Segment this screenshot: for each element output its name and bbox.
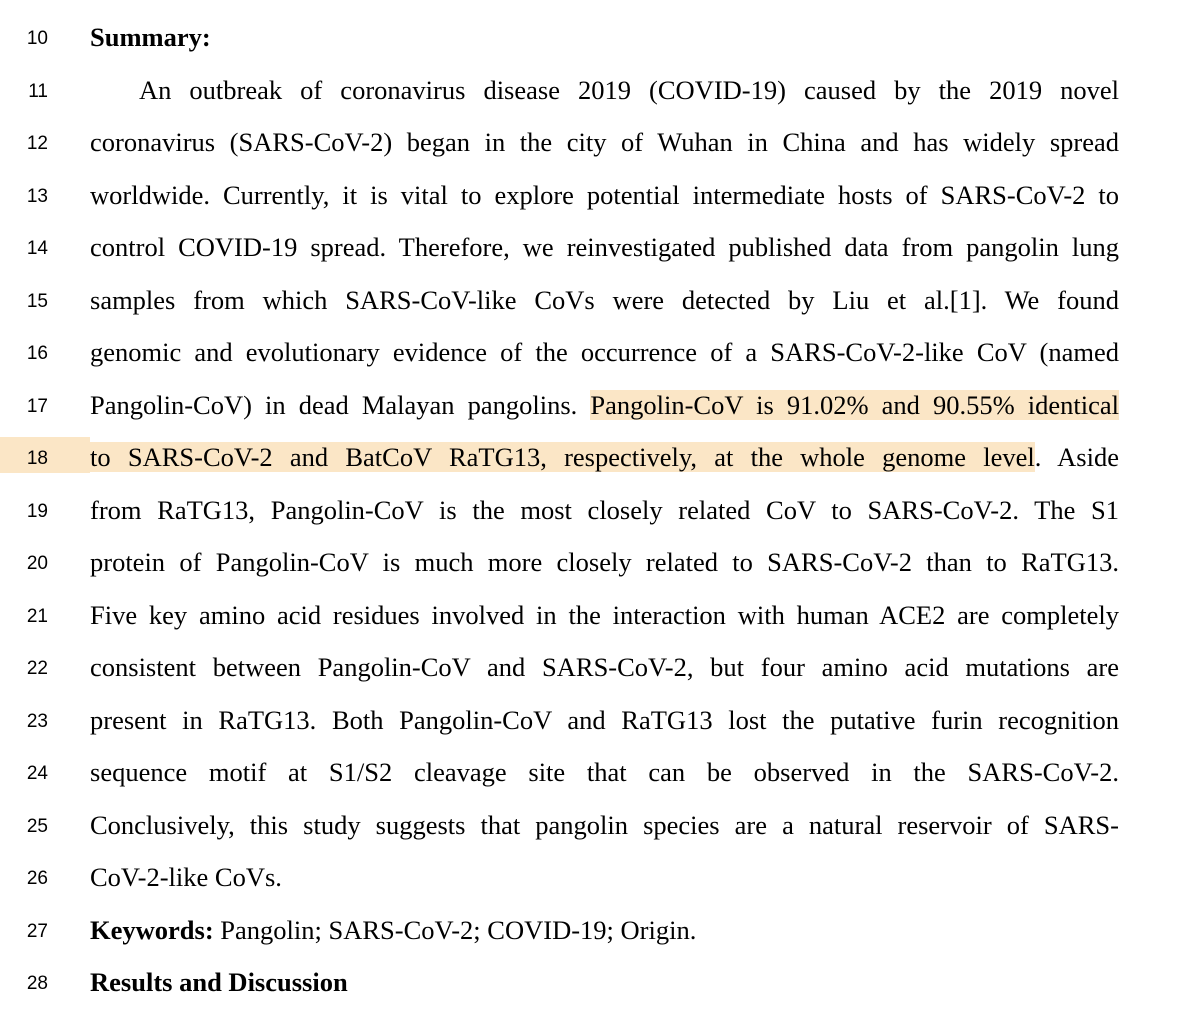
document-line [0, 281, 1200, 333]
paragraph-line: from RaTG13, Pangolin-CoV is the most closely related CoV to SARS-CoV-2. The S1 [90, 495, 1119, 525]
paragraph-line: protein of Pangolin-CoV is much more closely related to SARS-CoV-2 than to RaTG13. [90, 547, 1119, 577]
highlighted-text: to SARS-CoV-2 and BatCoV RaTG13, respectively, at the whole genome level [90, 442, 1035, 472]
document-line [0, 543, 1200, 595]
paragraph-line: consistent between Pangolin-CoV and SARS-CoV-2, but four amino acid mutations are [90, 652, 1119, 682]
document-line [0, 753, 1200, 805]
paragraph-line: Five key amino acid residues involved in the interaction with human ACE2 are completely [90, 600, 1119, 630]
line-number: 21 [26, 606, 48, 627]
document-line [0, 806, 1200, 858]
keywords-list: Pangolin; SARS-CoV-2; COVID-19; Origin. [213, 915, 697, 945]
document-line [0, 701, 1200, 753]
line-number: 17 [26, 396, 48, 417]
section-heading-summary: Summary: [90, 22, 211, 52]
line-number: 26 [26, 868, 48, 889]
paragraph-line: coronavirus (SARS-CoV-2) began in the city of Wuhan in China and has widely spread [90, 127, 1119, 157]
paragraph-line: control COVID-19 spread. Therefore, we reinvestigated published data from pangolin lung [90, 232, 1119, 262]
document-line [0, 228, 1200, 280]
document-line [0, 18, 1200, 70]
paragraph-line: samples from which SARS-CoV-like CoVs were detected by Liu et al.[1]. We found [90, 285, 1119, 315]
document-line [0, 176, 1200, 228]
paragraph-line: An outbreak of coronavirus disease 2019 (COVID-19) caused by the 2019 novel [139, 75, 1119, 105]
line-number: 20 [26, 553, 48, 574]
line-number: 22 [26, 658, 48, 679]
document-line [0, 386, 1200, 438]
line-number: 14 [26, 238, 48, 259]
line-number: 16 [26, 343, 48, 364]
paragraph-line: sequence motif at S1/S2 cleavage site that can be observed in the SARS-CoV-2. [90, 757, 1119, 787]
keywords-line [90, 913, 1119, 947]
document-line [0, 596, 1200, 648]
line-number: 15 [26, 291, 48, 312]
document-line [0, 491, 1200, 543]
line-number: 18 [26, 448, 48, 469]
plain-text: Pangolin-CoV) in dead Malayan pangolins. [90, 390, 591, 420]
line-number: 11 [28, 81, 48, 102]
section-heading-results: Results and Discussion [90, 967, 348, 997]
line-number: 19 [26, 501, 48, 522]
line-number: 27 [26, 921, 48, 942]
keywords-label: Keywords: [90, 915, 214, 945]
paragraph-line: worldwide. Currently, it is vital to explore potential intermediate hosts of SARS-CoV-2 to [90, 180, 1119, 210]
document-line [0, 911, 1200, 963]
paragraph-line: present in RaTG13. Both Pangolin-CoV and RaTG13 lost the putative furin recognition [90, 705, 1119, 735]
line-number: 12 [26, 133, 48, 154]
document-line [0, 963, 1200, 1015]
document-line [0, 333, 1200, 385]
line-number: 13 [26, 186, 48, 207]
line-number: 23 [26, 711, 48, 732]
document-line [0, 858, 1200, 910]
line-number: 28 [26, 973, 48, 994]
document-line [0, 648, 1200, 700]
line-number: 24 [26, 763, 48, 784]
highlighted-text: Pangolin-CoV is 91.02% and 90.55% identical [590, 390, 1119, 420]
plain-text: . Aside [1034, 442, 1119, 472]
paragraph-line: CoV-2-like CoVs. [90, 862, 282, 892]
document-line [0, 438, 1200, 490]
paragraph-line: genomic and evolutionary evidence of the occurrence of a SARS-CoV-2-like CoV (named [90, 337, 1119, 367]
document-line [0, 71, 1200, 123]
paragraph-line: Conclusively, this study suggests that pangolin species are a natural reservoir of SARS- [90, 810, 1119, 840]
line-number: 10 [26, 28, 48, 49]
document-line [0, 123, 1200, 175]
line-number: 25 [26, 816, 48, 837]
paragraph-line [90, 388, 1119, 422]
paragraph-line [90, 440, 1119, 474]
